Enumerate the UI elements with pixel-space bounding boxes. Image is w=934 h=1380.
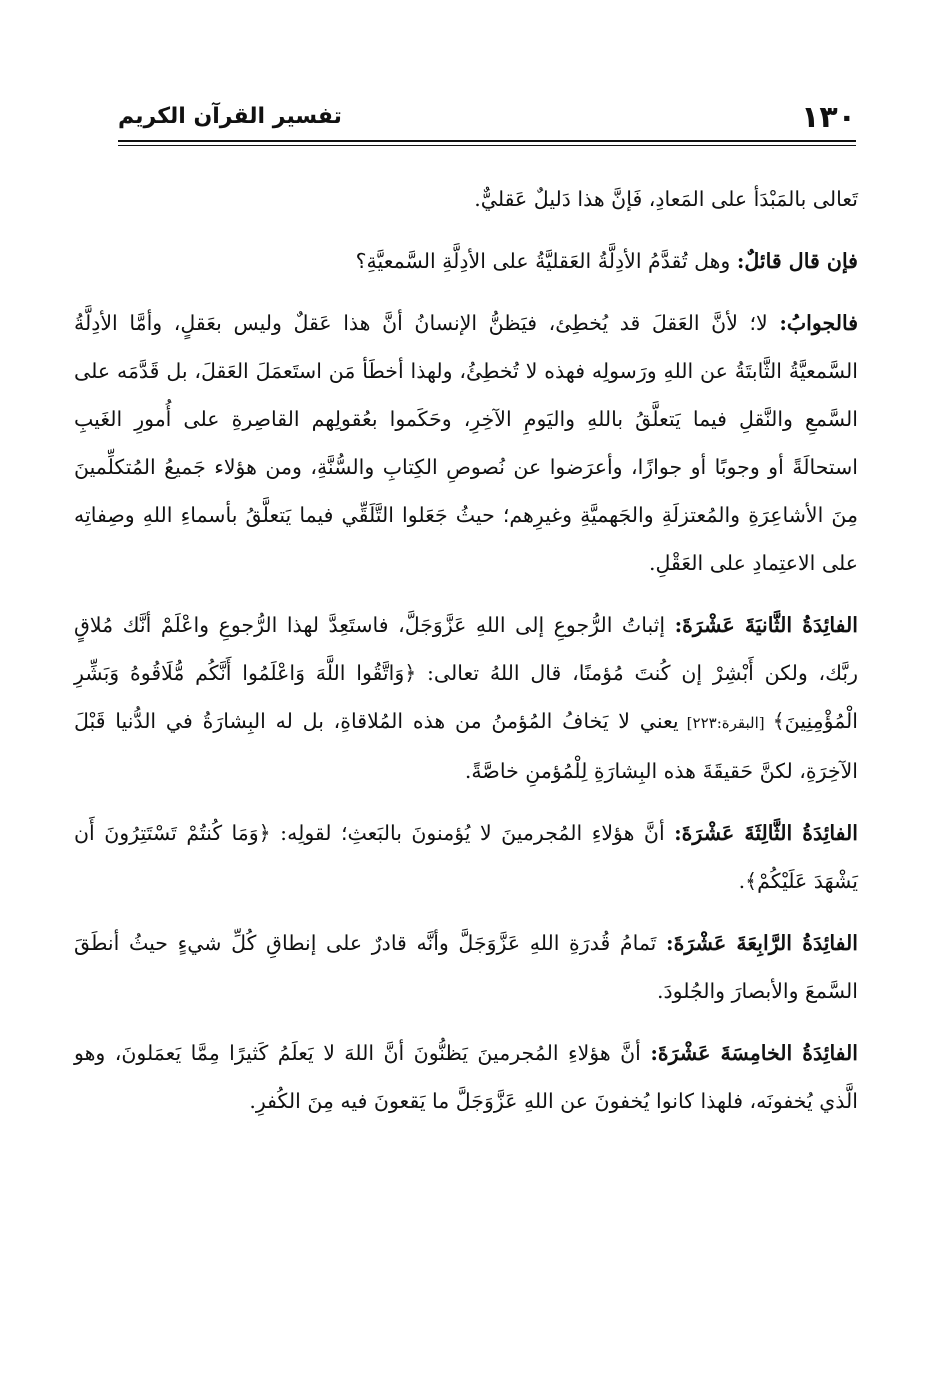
paragraph-text: تَمامُ قُدرَةِ اللهِ عَزَّوَجَلَّ وأنَّه قادرٌ على إنطاقِ كُلِّ شيءٍ حيثُ أنطَقَ السَّمعَ والأبصارَ والجُلودَ. [74, 931, 858, 1003]
verse-reference: [البقرة:٢٢٣] [678, 714, 773, 732]
paragraph-question [74, 237, 858, 285]
benefit-12 [74, 601, 858, 795]
answer-label: فالجوابُ: [779, 311, 858, 335]
paragraph-text: وهل تُقدَّمُ الأدِلَّةُ العَقليَّةُ على الأدِلَّةِ السَّمعيَّةِ؟ [355, 249, 737, 273]
paragraph-text: أنَّ هؤلاءِ المُجرمينَ لا يُؤمنونَ بالبَعثِ؛ لقولِه: [270, 821, 675, 845]
quran-verse: ﴿وَمَا كُنتُمْ تَسْتَتِرُونَ أَن يَشْهَدَ عَلَيْكُمْ﴾ [74, 821, 858, 893]
benefit-14 [74, 919, 858, 1015]
book-title: تفسير القرآن الكريم [118, 104, 342, 129]
page-body [74, 175, 858, 1139]
benefit-title: الفائِدَةُ الثَّانيَةَ عَشْرَةَ: [674, 613, 858, 637]
paragraph-continuation [74, 175, 858, 223]
benefit-15 [74, 1029, 858, 1125]
benefit-title: الفائِدَةُ الثَّالِثَةَ عَشْرَةَ: [674, 821, 858, 845]
question-label: فإن قال قائلٌ: [736, 249, 858, 273]
paragraph-text: لا؛ لأنَّ العَقلَ قد يُخطِئ، فيَظنُّ الإنسانُ أنَّ هذا عَقلٌ وليس بعَقلٍ، وأمَّا الأدِلَّةُ السَّمعيَّةُ الثَّابتَةُ عن اللهِ ورَسولِه فهذه لا تُخطِئُ، ولهذا أخطَأ مَن استَعمَلَ العَقلَ، بل قَدَّمَه على السَّمعِ والنَّقلِ فيما يَتعلَّقُ باللهِ واليَومِ الآخِرِ، وحَكَموا بعُقولِهم القاصِرةِ على أُمورِ الغَيبِ استحالَةً أو وجوبًا أو جوازًا، وأعرَضوا عن نُصوصِ الكِتابِ والسُّنَّةِ، ومن هؤلاء جَميعُ المُتكلِّمينَ مِنَ الأشاعِرَةِ والمُعتزلَةِ والجَهميَّةِ وغيرِهم؛ حيثُ جَعَلوا التَّلَقِّي فيما يَتعلَّقُ بأسماءِ اللهِ وصِفاتِه على الاعتِمادِ على العَقْلِ. [74, 311, 858, 575]
page-header [118, 100, 856, 140]
benefit-title: الفائِدَةُ الرَّابِعَةَ عَشْرَةَ: [666, 931, 858, 955]
quran-verse: ﴿وَاتَّقُوا اللَّهَ وَاعْلَمُوا أَنَّكُم مُّلَاقُوهُ وَبَشِّرِ الْمُؤْمِنِينَ﴾ [74, 661, 858, 733]
paragraph-text: تَعالى بالمَبْدَأ على المَعادِ، فَإنَّ هذا دَليلٌ عَقليٌّ. [474, 187, 858, 211]
page-number: ١٣٠ [801, 100, 856, 135]
paragraph-text: يعني لا يَخافُ المُؤمنُ من هذه المُلاقاةِ، بل له البِشارَةُ في الدُّنيا قَبْلَ الآخِرَةِ، لكنَّ حَقيقَةَ هذه البِشارَةِ لِلْمُؤمنِ خاصَّةً. [74, 709, 858, 783]
paragraph-text: . [738, 869, 746, 893]
paragraph-text: إثباتُ الرُّجوعِ إلى اللهِ عَزَّوَجَلَّ، فاستَعِدَّ لهذا الرُّجوعِ واعْلَمْ أنَّك مُلاقٍ ربَّك، ولكن أَبْشِرْ إن كُنتَ مُؤمنًا، قال اللهُ تعالى: [74, 613, 858, 685]
header-divider [118, 140, 856, 142]
paragraph-answer [74, 299, 858, 587]
header-divider-thin [118, 145, 856, 146]
benefit-13 [74, 809, 858, 905]
benefit-title: الفائِدَةُ الخامِسَةَ عَشْرَةَ: [650, 1041, 858, 1065]
paragraph-text: أنَّ هؤلاءِ المُجرمينَ يَظنُّونَ أنَّ اللهَ لا يَعلَمُ كَثيرًا مِمَّا يَعمَلونَ، وهو الَّذي يُخفونَه، فلهذا كانوا يُخفونَ عن اللهِ عَزَّوَجَلَّ ما يَقعونَ فيه مِنَ الكُفرِ. [74, 1041, 858, 1113]
